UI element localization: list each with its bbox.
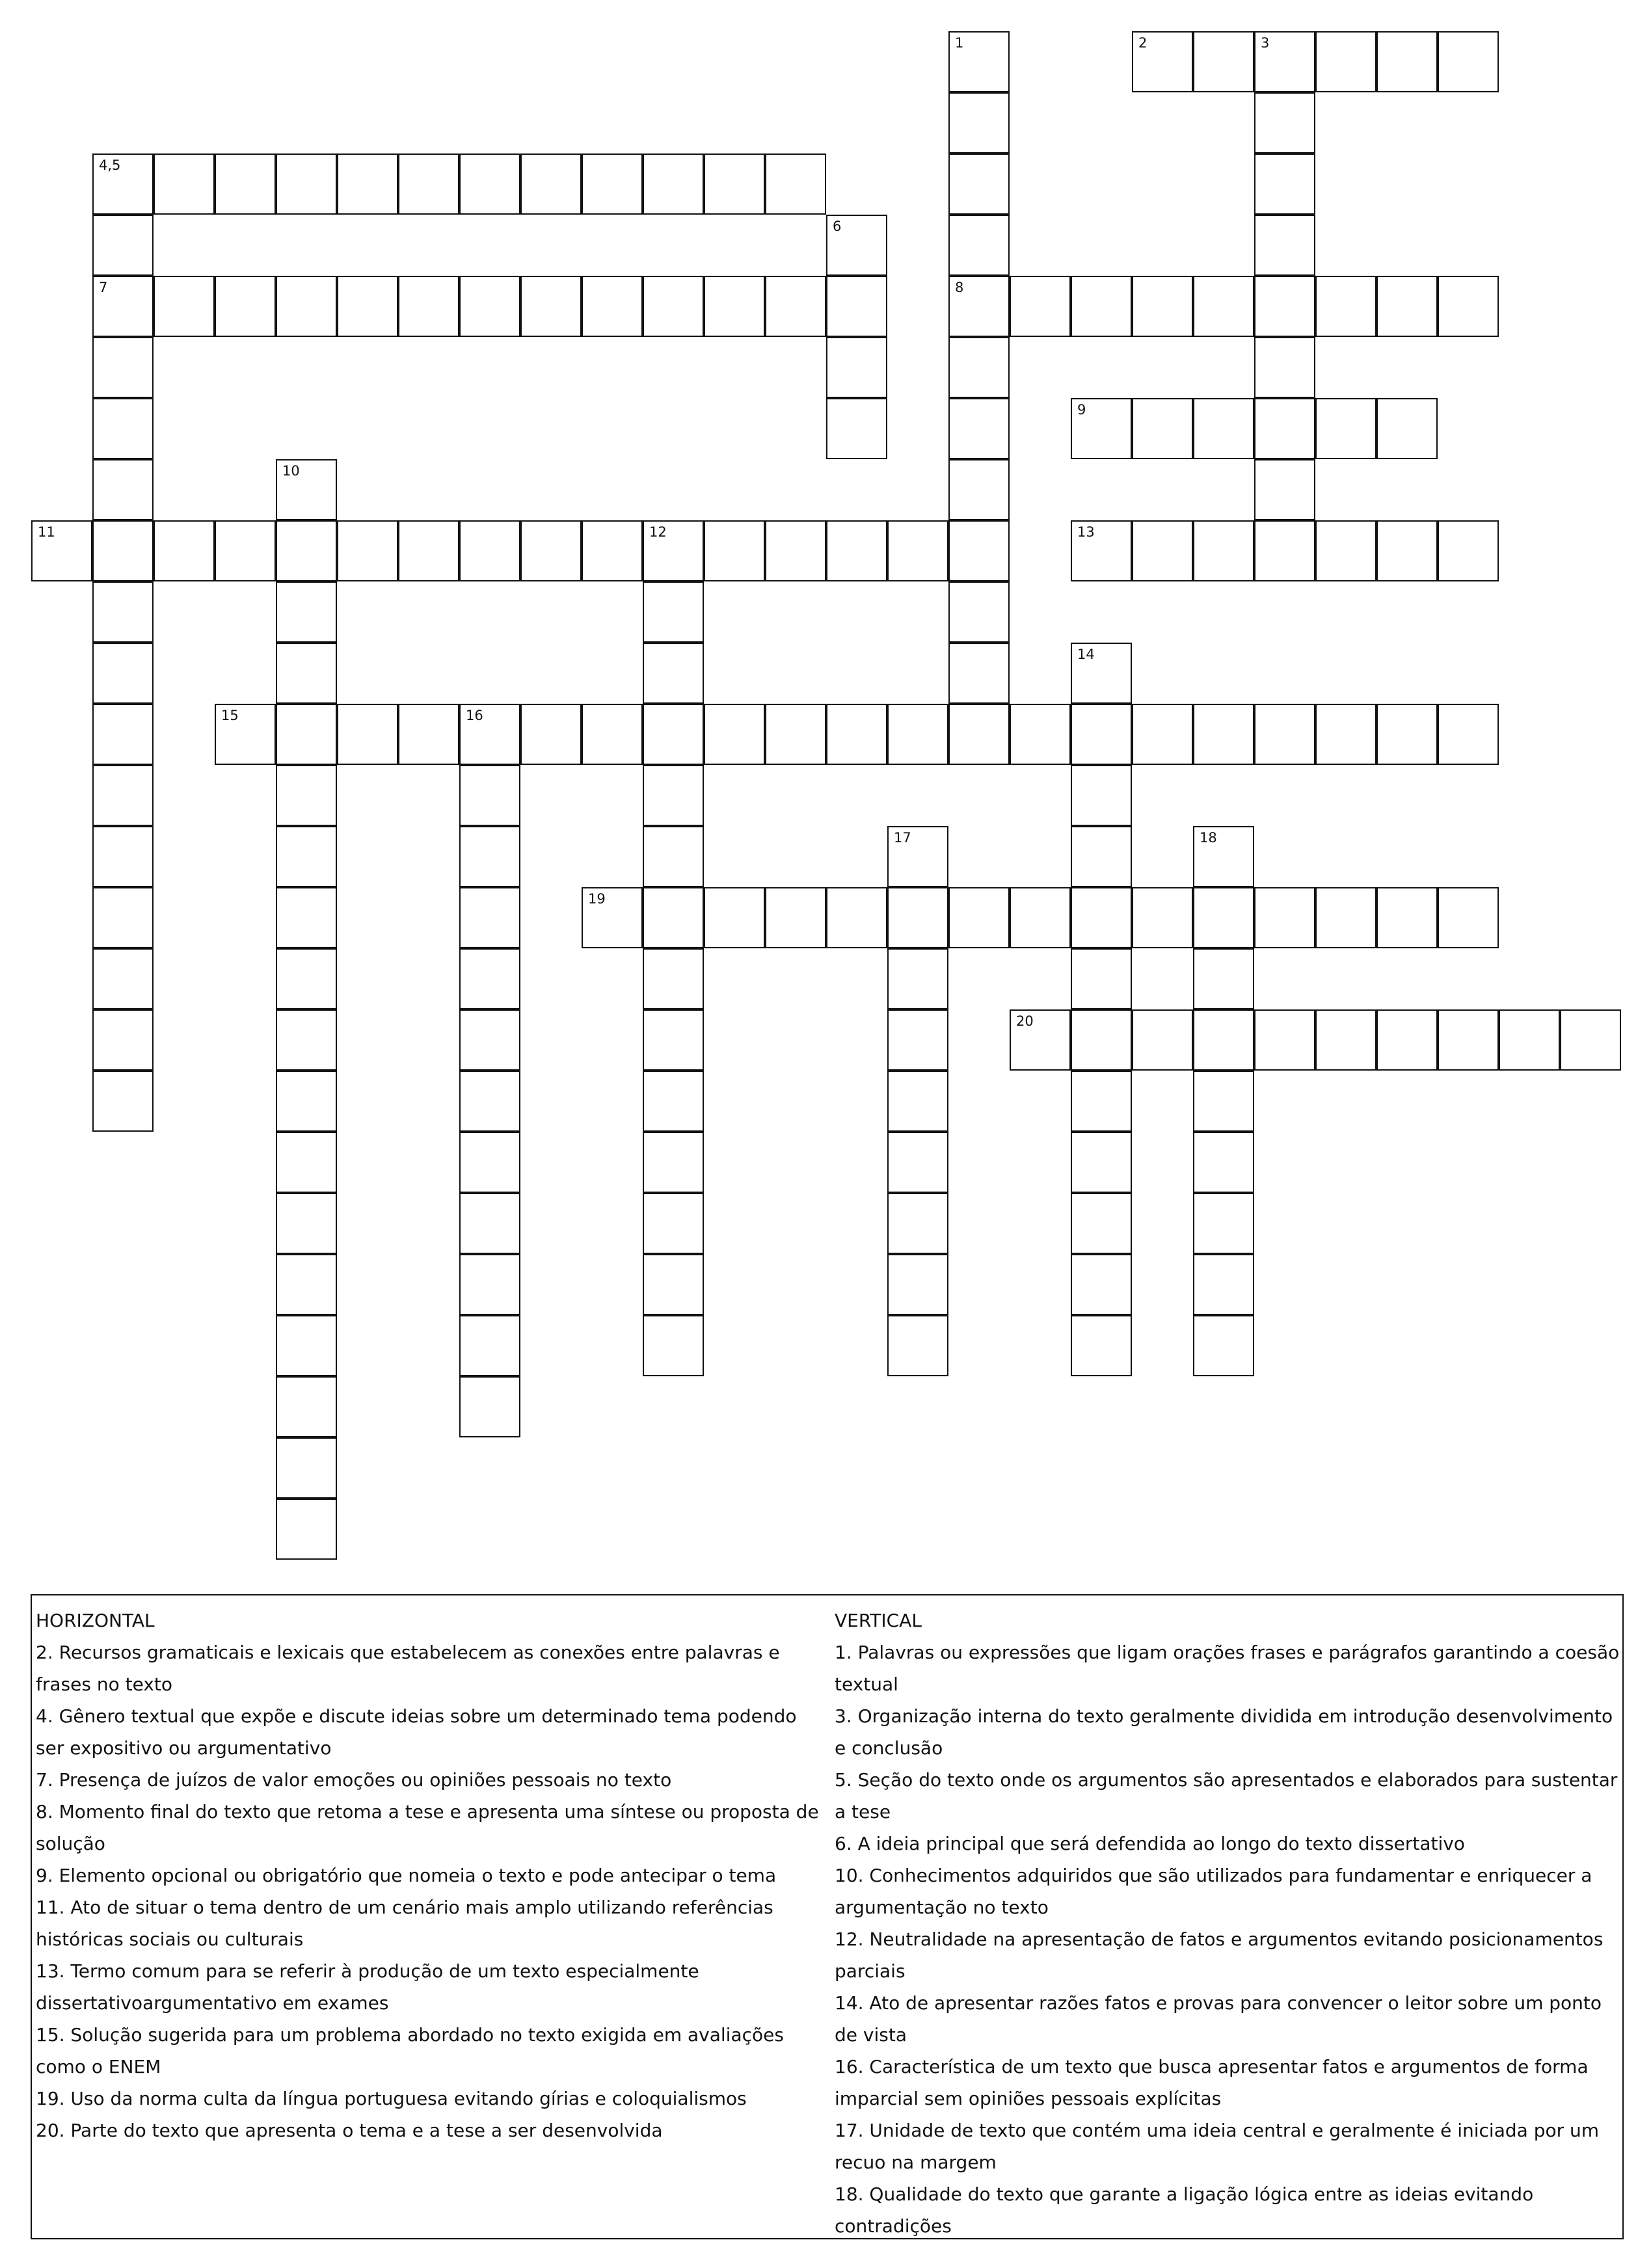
grid-cell[interactable] xyxy=(1438,704,1499,765)
grid-cell[interactable] xyxy=(582,704,643,765)
grid-cell[interactable] xyxy=(459,153,520,215)
grid-cell[interactable] xyxy=(92,1071,154,1132)
grid-cell[interactable] xyxy=(948,520,1010,581)
grid-cell[interactable] xyxy=(1438,887,1499,948)
clue-number: 6 xyxy=(833,219,842,234)
grid-cell[interactable] xyxy=(337,704,398,765)
grid-cell[interactable] xyxy=(215,276,276,337)
vertical-clues-title: VERTICAL xyxy=(835,1610,922,1631)
clues-box xyxy=(31,1594,1624,2239)
grid-cell[interactable] xyxy=(1376,887,1438,948)
grid-cell[interactable] xyxy=(276,1009,337,1071)
grid-cell[interactable] xyxy=(948,31,1010,92)
clue-number: 12 xyxy=(649,524,667,540)
grid-cell[interactable] xyxy=(887,1071,948,1132)
grid-cell[interactable] xyxy=(520,520,582,581)
grid-cell[interactable] xyxy=(1193,1132,1254,1193)
grid-cell[interactable] xyxy=(643,765,704,826)
grid-cell[interactable] xyxy=(459,765,520,826)
grid-cell[interactable] xyxy=(1071,1315,1132,1376)
grid-cell[interactable] xyxy=(1193,1193,1254,1254)
grid-cell[interactable] xyxy=(276,826,337,887)
grid-cell[interactable] xyxy=(276,459,337,520)
vertical-clue: 5. Seção do texto onde os argumentos são apresentados e elaborados para sustentar a tese xyxy=(835,1769,1618,1822)
vertical-clues xyxy=(835,1605,1622,2242)
grid-cell[interactable] xyxy=(948,276,1010,337)
grid-cell[interactable] xyxy=(1254,337,1315,398)
grid-cell[interactable] xyxy=(1254,31,1315,92)
grid-cell[interactable] xyxy=(459,520,520,581)
grid-cell[interactable] xyxy=(459,887,520,948)
grid-cell[interactable] xyxy=(1315,1009,1376,1071)
grid-cell[interactable] xyxy=(887,1132,948,1193)
horizontal-clue: 15. Solução sugerida para um problema abordado no texto exigida em avaliações como o ENEM xyxy=(36,2024,784,2077)
grid-cell[interactable] xyxy=(1010,887,1071,948)
vertical-clue: 12. Neutralidade na apresentação de fatos e argumentos evitando posicionamentos parciais xyxy=(835,1928,1604,1982)
grid-cell[interactable] xyxy=(337,520,398,581)
grid-cell[interactable] xyxy=(1071,520,1132,581)
grid-cell[interactable] xyxy=(1254,704,1315,765)
clue-number: 15 xyxy=(221,708,239,723)
grid-cell[interactable] xyxy=(459,1193,520,1254)
grid-cell[interactable] xyxy=(1010,1009,1071,1071)
grid-cell[interactable] xyxy=(948,398,1010,459)
vertical-clue: 16. Característica de um texto que busca apresentar fatos e argumentos de forma imparcial sem opiniões pessoais explícitas xyxy=(835,2056,1589,2109)
grid-cell[interactable] xyxy=(826,887,887,948)
clue-number: 7 xyxy=(99,280,108,295)
grid-cell[interactable] xyxy=(276,1254,337,1315)
grid-cell[interactable] xyxy=(643,1254,704,1315)
grid-cell[interactable] xyxy=(459,704,520,765)
grid-cell[interactable] xyxy=(276,1132,337,1193)
grid-cell[interactable] xyxy=(704,276,765,337)
grid-cell[interactable] xyxy=(948,704,1010,765)
grid-cell[interactable] xyxy=(887,948,948,1009)
grid-cell[interactable] xyxy=(1376,276,1438,337)
clue-number: 18 xyxy=(1200,830,1217,846)
grid-cell[interactable] xyxy=(1193,1315,1254,1376)
horizontal-clue: 9. Elemento opcional ou obrigatório que nomeia o texto e pode antecipar o tema xyxy=(36,1865,777,1886)
grid-cell[interactable] xyxy=(948,153,1010,215)
grid-cell[interactable] xyxy=(520,276,582,337)
grid-cell[interactable] xyxy=(765,153,826,215)
grid-cell[interactable] xyxy=(459,1132,520,1193)
grid-cell[interactable] xyxy=(1132,887,1193,948)
grid-cell[interactable] xyxy=(398,276,459,337)
grid-cell[interactable] xyxy=(1254,92,1315,153)
grid-cell[interactable] xyxy=(1193,948,1254,1009)
grid-cell[interactable] xyxy=(276,1071,337,1132)
grid-cell[interactable] xyxy=(1376,1009,1438,1071)
grid-cell[interactable] xyxy=(1315,887,1376,948)
grid-cell[interactable] xyxy=(826,704,887,765)
grid-cell[interactable] xyxy=(826,520,887,581)
grid-cell[interactable] xyxy=(1254,215,1315,276)
grid-cell[interactable] xyxy=(276,887,337,948)
grid-cell[interactable] xyxy=(1438,31,1499,92)
grid-cell[interactable] xyxy=(459,826,520,887)
grid-cell[interactable] xyxy=(1376,520,1438,581)
clue-number: 2 xyxy=(1138,35,1148,51)
grid-cell[interactable] xyxy=(1376,704,1438,765)
vertical-clue: 17. Unidade de texto que contém uma ideia central e geralmente é iniciada por um recuo na margem xyxy=(835,2120,1600,2173)
grid-cell[interactable] xyxy=(276,704,337,765)
grid-cell[interactable] xyxy=(1193,704,1254,765)
clue-number: 1 xyxy=(955,35,964,51)
grid-cell[interactable] xyxy=(1193,1254,1254,1315)
grid-cell[interactable] xyxy=(337,153,398,215)
grid-cell[interactable] xyxy=(643,1193,704,1254)
grid-cell[interactable] xyxy=(1071,1193,1132,1254)
grid-cell[interactable] xyxy=(704,520,765,581)
grid-cell[interactable] xyxy=(92,520,154,581)
grid-cell[interactable] xyxy=(1315,704,1376,765)
grid-cell[interactable] xyxy=(643,1132,704,1193)
grid-cell[interactable] xyxy=(887,887,948,948)
grid-cell[interactable] xyxy=(948,887,1010,948)
grid-cell[interactable] xyxy=(1254,459,1315,520)
grid-cell[interactable] xyxy=(948,337,1010,398)
grid-cell[interactable] xyxy=(337,276,398,337)
grid-cell[interactable] xyxy=(582,887,643,948)
horizontal-clue: 7. Presença de juízos de valor emoções ou opiniões pessoais no texto xyxy=(36,1769,672,1791)
grid-cell[interactable] xyxy=(1499,1009,1560,1071)
grid-cell[interactable] xyxy=(826,276,887,337)
clue-number: 17 xyxy=(894,830,911,846)
grid-cell[interactable] xyxy=(92,643,154,704)
grid-cell[interactable] xyxy=(1132,520,1193,581)
grid-cell[interactable] xyxy=(1193,1071,1254,1132)
grid-cell[interactable] xyxy=(1071,276,1132,337)
grid-cell[interactable] xyxy=(154,276,215,337)
grid-cell[interactable] xyxy=(887,704,948,765)
grid-cell[interactable] xyxy=(643,948,704,1009)
grid-cell[interactable] xyxy=(643,887,704,948)
grid-cell[interactable] xyxy=(704,704,765,765)
grid-cell[interactable] xyxy=(582,153,643,215)
clue-number: 4,5 xyxy=(99,157,121,173)
grid-cell[interactable] xyxy=(887,1193,948,1254)
grid-cell[interactable] xyxy=(459,1315,520,1376)
grid-cell[interactable] xyxy=(276,765,337,826)
grid-cell[interactable] xyxy=(215,704,276,765)
horizontal-clue: 13. Termo comum para se referir à produção de um texto especialmente dissertativoargumentativo em exames xyxy=(36,1960,699,2014)
grid-cell[interactable] xyxy=(215,520,276,581)
grid-cell[interactable] xyxy=(887,826,948,887)
grid-cell[interactable] xyxy=(92,1009,154,1071)
grid-cell[interactable] xyxy=(1071,1254,1132,1315)
grid-cell[interactable] xyxy=(1071,1009,1132,1071)
grid-cell[interactable] xyxy=(1254,276,1315,337)
grid-cell[interactable] xyxy=(1193,1009,1254,1071)
grid-cell[interactable] xyxy=(459,276,520,337)
grid-cell[interactable] xyxy=(1132,398,1193,459)
grid-cell[interactable] xyxy=(459,1071,520,1132)
grid-cell[interactable] xyxy=(1254,1009,1315,1071)
grid-cell[interactable] xyxy=(1071,643,1132,704)
horizontal-clue: 2. Recursos gramaticais e lexicais que estabelecem as conexões entre palavras e frases no texto xyxy=(36,1642,780,1695)
grid-cell[interactable] xyxy=(398,153,459,215)
horizontal-clue: 20. Parte do texto que apresenta o tema e a tese a ser desenvolvida xyxy=(36,2120,663,2141)
grid-cell[interactable] xyxy=(92,398,154,459)
grid-cell[interactable] xyxy=(643,1315,704,1376)
grid-cell[interactable] xyxy=(582,520,643,581)
grid-cell[interactable] xyxy=(1193,276,1254,337)
grid-cell[interactable] xyxy=(643,153,704,215)
grid-cell[interactable] xyxy=(92,887,154,948)
grid-cell[interactable] xyxy=(92,337,154,398)
grid-cell[interactable] xyxy=(1071,826,1132,887)
clue-number: 19 xyxy=(588,891,606,907)
grid-cell[interactable] xyxy=(215,153,276,215)
grid-cell[interactable] xyxy=(1071,887,1132,948)
grid-cell[interactable] xyxy=(92,581,154,643)
grid-cell[interactable] xyxy=(643,704,704,765)
grid-cell[interactable] xyxy=(643,276,704,337)
grid-cell[interactable] xyxy=(887,1254,948,1315)
grid-cell[interactable] xyxy=(92,459,154,520)
grid-cell[interactable] xyxy=(1560,1009,1621,1071)
vertical-clue: 3. Organização interna do texto geralmente dividida em introdução desenvolvimento e conclusão xyxy=(835,1705,1613,1759)
grid-cell[interactable] xyxy=(643,520,704,581)
grid-cell[interactable] xyxy=(276,948,337,1009)
grid-cell[interactable] xyxy=(92,948,154,1009)
grid-cell[interactable] xyxy=(704,887,765,948)
grid-cell[interactable] xyxy=(765,520,826,581)
grid-cell[interactable] xyxy=(643,1071,704,1132)
grid-cell[interactable] xyxy=(1376,398,1438,459)
grid-cell[interactable] xyxy=(398,520,459,581)
grid-cell[interactable] xyxy=(1193,398,1254,459)
grid-cell[interactable] xyxy=(459,948,520,1009)
grid-cell[interactable] xyxy=(276,153,337,215)
clue-number: 8 xyxy=(955,280,964,295)
grid-cell[interactable] xyxy=(1132,276,1193,337)
grid-cell[interactable] xyxy=(276,643,337,704)
grid-cell[interactable] xyxy=(826,337,887,398)
grid-cell[interactable] xyxy=(643,643,704,704)
vertical-clue: 14. Ato de apresentar razões fatos e provas para convencer o leitor sobre um ponto de vista xyxy=(835,1992,1602,2046)
grid-cell[interactable] xyxy=(398,704,459,765)
grid-cell[interactable] xyxy=(520,704,582,765)
grid-cell[interactable] xyxy=(1254,398,1315,459)
grid-cell[interactable] xyxy=(1071,948,1132,1009)
clue-number: 10 xyxy=(282,463,300,479)
vertical-clue: 6. A ideia principal que será defendida ao longo do texto dissertativo xyxy=(835,1833,1465,1854)
clue-number: 16 xyxy=(466,708,483,723)
grid-cell[interactable] xyxy=(643,1009,704,1071)
clue-number: 3 xyxy=(1261,35,1270,51)
grid-cell[interactable] xyxy=(1193,826,1254,887)
grid-cell[interactable] xyxy=(1132,31,1193,92)
grid-cell[interactable] xyxy=(92,153,154,215)
grid-cell[interactable] xyxy=(276,276,337,337)
grid-cell[interactable] xyxy=(1071,1132,1132,1193)
grid-cell[interactable] xyxy=(643,826,704,887)
grid-cell[interactable] xyxy=(1193,887,1254,948)
horizontal-clue: 8. Momento final do texto que retoma a tese e apresenta uma síntese ou proposta de solução xyxy=(36,1801,819,1854)
clue-number: 9 xyxy=(1077,402,1086,418)
grid-cell[interactable] xyxy=(1315,31,1376,92)
grid-cell[interactable] xyxy=(276,1376,337,1437)
grid-cell[interactable] xyxy=(459,1376,520,1437)
grid-cell[interactable] xyxy=(887,520,948,581)
grid-cell[interactable] xyxy=(459,1254,520,1315)
grid-cell[interactable] xyxy=(154,520,215,581)
grid-cell[interactable] xyxy=(1132,1009,1193,1071)
grid-cell[interactable] xyxy=(1254,520,1315,581)
grid-cell[interactable] xyxy=(887,1009,948,1071)
grid-cell[interactable] xyxy=(1071,398,1132,459)
grid-cell[interactable] xyxy=(276,520,337,581)
vertical-clue: 18. Qualidade do texto que garante a ligação lógica entre as ideias evitando contradições xyxy=(835,2183,1534,2237)
grid-cell[interactable] xyxy=(1438,276,1499,337)
grid-cell[interactable] xyxy=(948,643,1010,704)
horizontal-clue: 19. Uso da norma culta da língua portuguesa evitando gírias e coloquialismos xyxy=(36,2088,747,2109)
grid-cell[interactable] xyxy=(948,459,1010,520)
horizontal-clues-title: HORIZONTAL xyxy=(36,1610,155,1631)
grid-cell[interactable] xyxy=(92,704,154,765)
grid-cell[interactable] xyxy=(1010,704,1071,765)
clue-number: 11 xyxy=(38,524,55,540)
grid-cell[interactable] xyxy=(92,276,154,337)
grid-cell[interactable] xyxy=(948,581,1010,643)
grid-cell[interactable] xyxy=(1193,520,1254,581)
grid-cell[interactable] xyxy=(1438,520,1499,581)
grid-cell[interactable] xyxy=(1376,31,1438,92)
grid-cell[interactable] xyxy=(765,276,826,337)
grid-cell[interactable] xyxy=(826,215,887,276)
grid-cell[interactable] xyxy=(765,887,826,948)
grid-cell[interactable] xyxy=(704,153,765,215)
grid-cell[interactable] xyxy=(92,826,154,887)
grid-cell[interactable] xyxy=(520,153,582,215)
vertical-clue: 10. Conhecimentos adquiridos que são utilizados para fundamentar e enriquecer a argumentação no texto xyxy=(835,1865,1592,1918)
grid-cell[interactable] xyxy=(276,1193,337,1254)
grid-cell[interactable] xyxy=(31,520,92,581)
grid-cell[interactable] xyxy=(1071,704,1132,765)
grid-cell[interactable] xyxy=(948,215,1010,276)
grid-cell[interactable] xyxy=(1438,1009,1499,1071)
horizontal-clues xyxy=(36,1605,820,2146)
clue-number: 14 xyxy=(1077,647,1095,662)
grid-cell[interactable] xyxy=(459,1009,520,1071)
grid-cell[interactable] xyxy=(582,276,643,337)
grid-cell[interactable] xyxy=(765,704,826,765)
grid-cell[interactable] xyxy=(643,581,704,643)
grid-cell[interactable] xyxy=(826,398,887,459)
grid-cell[interactable] xyxy=(887,1315,948,1376)
grid-cell[interactable] xyxy=(1315,398,1376,459)
grid-cell[interactable] xyxy=(1071,765,1132,826)
grid-cell[interactable] xyxy=(1132,704,1193,765)
grid-cell[interactable] xyxy=(1071,1071,1132,1132)
grid-cell[interactable] xyxy=(92,215,154,276)
grid-cell[interactable] xyxy=(276,1437,337,1499)
grid-cell[interactable] xyxy=(276,581,337,643)
grid-cell[interactable] xyxy=(1254,887,1315,948)
horizontal-clue: 11. Ato de situar o tema dentro de um cenário mais amplo utilizando referências históricas sociais ou culturais xyxy=(36,1897,773,1950)
grid-cell[interactable] xyxy=(1193,31,1254,92)
grid-cell[interactable] xyxy=(154,153,215,215)
grid-cell[interactable] xyxy=(276,1315,337,1376)
vertical-clue: 1. Palavras ou expressões que ligam orações frases e parágrafos garantindo a coesão textual xyxy=(835,1642,1620,1695)
clue-number: 20 xyxy=(1016,1013,1034,1029)
grid-cell[interactable] xyxy=(1010,276,1071,337)
grid-cell[interactable] xyxy=(948,92,1010,153)
grid-cell[interactable] xyxy=(1315,276,1376,337)
horizontal-clue: 4. Gênero textual que expõe e discute ideias sobre um determinado tema podendo ser expositivo ou argumentativo xyxy=(36,1705,797,1759)
grid-cell[interactable] xyxy=(1315,520,1376,581)
grid-cell[interactable] xyxy=(276,1499,337,1560)
clue-number: 13 xyxy=(1077,524,1095,540)
grid-cell[interactable] xyxy=(1254,153,1315,215)
grid-cell[interactable] xyxy=(92,765,154,826)
